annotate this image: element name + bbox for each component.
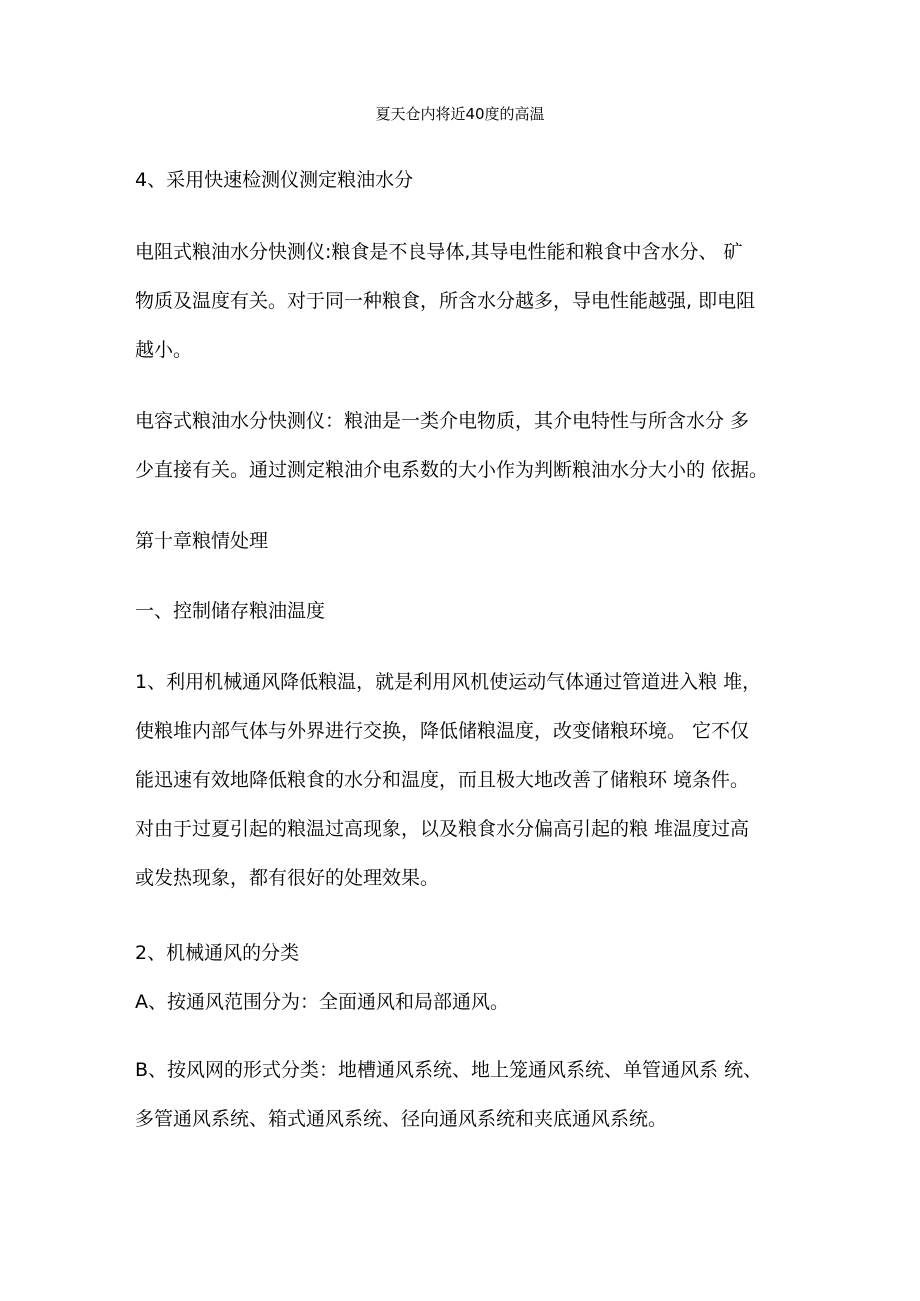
paragraph-line: 能迅速有效地降低粮食的水分和温度，而且极大地改善了储粮环 境条件。 (135, 769, 750, 791)
paragraph-line: B、按风网的形式分类：地槽通风系统、地上笼通风系统、单管通风系 统、 (135, 1059, 763, 1081)
image-caption: 夏天仓内将近40度的高温 (375, 105, 545, 123)
paragraph-line: 使粮堆内部气体与外界进行交换，降低储粮温度，改变储粮环境。 它不仅 (135, 720, 750, 742)
heading-moisture-detection: 4、采用快速检测仪测定粮油水分 (135, 169, 414, 191)
paragraph-line: 或发热现象，都有很好的处理效果。 (135, 867, 440, 889)
paragraph-line: 电阻式粮油水分快测仪:粮食是不良导体,其导电性能和粮食中含水分、 矿 (135, 241, 743, 263)
paragraph-line: 物质及温度有关。对于同一种粮食，所含水分越多，导电性能越强, 即电阻 (135, 290, 756, 312)
item-ventilation-classification: 2、机械通风的分类 (135, 942, 300, 964)
paragraph-line: 电容式粮油水分快测仪：粮油是一类介电物质，其介电特性与所含水分 多 (135, 410, 750, 432)
item-a-ventilation-scope: A、按通风范围分为：全面通风和局部通风。 (135, 991, 509, 1013)
paragraph-line: 多管通风系统、箱式通风系统、径向通风系统和夹底通风系统。 (135, 1108, 668, 1130)
paragraph-line: 1、利用机械通风降低粮温，就是利用风机使运动气体通过管道进入粮 堆， (135, 671, 762, 693)
section-heading-temperature: 一、控制储存粮油温度 (135, 600, 326, 622)
chapter-title: 第十章粮情处理 (135, 530, 269, 552)
paragraph-line: 少直接有关。通过测定粮油介电系数的大小作为判断粮油水分大小的 依据。 (135, 459, 769, 481)
paragraph-line: 对由于过夏引起的粮温过高现象，以及粮食水分偏高引起的粮 堆温度过高 (135, 818, 750, 840)
paragraph-line: 越小。 (135, 339, 193, 361)
